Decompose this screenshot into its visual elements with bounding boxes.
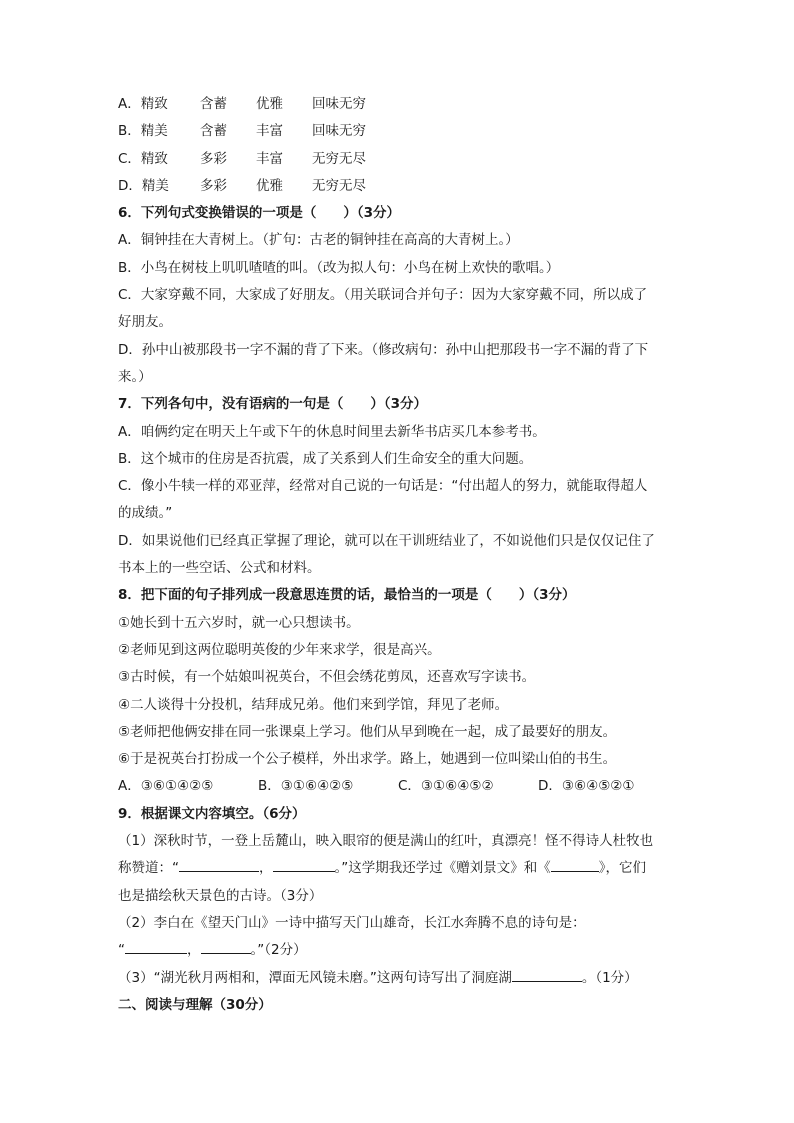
q5-option-c: [118, 146, 678, 173]
answer-blank[interactable]: [125, 939, 187, 954]
q8-sentence-5: ⑤老师把他俩安排在同一张课桌上学习。他们从早到晚在一起，成了最要好的朋友。: [118, 723, 617, 740]
q8-sentence-2: ②老师见到这两位聪明英俊的少年来求学，很是高兴。: [118, 641, 441, 658]
q9-part1-text-c: 。”这学期我还学过《赠刘景文》和《: [334, 860, 551, 877]
answer-blank[interactable]: [551, 857, 599, 872]
q8-sentence-3: ③古时候，有一个姑娘叫祝英台，不但会绣花剪凤，还喜欢写字读书。: [118, 669, 536, 686]
q6-option-d-line1: D．孙中山被那段书一字不漏的背了下来。（修改病句：孙中山把那段书一字不漏的背了下: [118, 341, 649, 358]
answer-blank[interactable]: [201, 939, 251, 954]
q8-option-c: C．③①⑥④⑤②: [398, 778, 494, 795]
q9-part1-text-d: 》，它们: [598, 860, 646, 877]
q5-option-d: [118, 173, 678, 200]
q5-c-word3: 无穷无尽: [312, 150, 366, 167]
q5-a-word3: 回味无穷: [312, 96, 366, 112]
q8-options: [118, 773, 678, 800]
q9-part2-text-b: ，: [187, 942, 201, 959]
q9-stem: 9．根据课文内容填空。（6分）: [118, 805, 306, 822]
q5-c-word2: 丰富: [256, 150, 283, 167]
q9-part2-line2: [118, 937, 678, 964]
answer-blank[interactable]: [273, 857, 335, 872]
q5-c-label: C．精致: [118, 150, 168, 167]
q8-sentence-1: ①她长到十五六岁时，就一心只想读书。: [118, 614, 360, 631]
q6-option-a: A．铜钟挂在大青树上。（扩句：古老的铜钟挂在高高的大青树上。）: [118, 232, 519, 249]
q8-option-b: B．③①⑥④②⑤: [258, 778, 354, 795]
q7-option-d-line1: D．如果说他们已经真正掌握了理论，就可以在干训班结业了，不如说他们只是仅仅记住了: [118, 532, 655, 549]
q9-part3-line: [118, 965, 678, 992]
q8-sentence-4: ④二人谈得十分投机，结拜成兄弟。他们来到学馆，拜见了老师。: [118, 696, 509, 713]
q7-option-a: A．咱俩约定在明天上午或下午的休息时间里去新华书店买几本参考书。: [118, 423, 546, 440]
q9-part2-line1: （2）李白在《望天门山》一诗中描写天门山雄奇，长江水奔腾不息的诗句是：: [118, 914, 586, 931]
q5-b-word1: 含蓄: [200, 123, 227, 140]
q7-option-c-line1: C．像小牛犊一样的邓亚萍，经常对自己说的一句话是：“付出超人的努力，就能取得超人: [118, 478, 648, 495]
q5-d-word1: 多彩: [200, 177, 227, 194]
q9-part3-text-b: 。（1分）: [581, 969, 638, 986]
q5-a-word2: 优雅: [256, 96, 283, 112]
q5-option-a: [118, 91, 678, 118]
q9-part1-text-b: ，: [259, 860, 273, 877]
q5-d-label: D．精美: [118, 177, 169, 194]
q9-part1-line2: [118, 855, 678, 882]
q9-part1-line3: 也是描绘秋天景色的古诗。（3分）: [118, 887, 323, 904]
q5-d-word3: 无穷无尽: [312, 177, 366, 194]
q5-b-label: B．精美: [118, 123, 168, 140]
q5-b-word3: 回味无穷: [312, 123, 366, 140]
q5-b-word2: 丰富: [256, 123, 283, 140]
q9-part3-text-a: （3）“湖光秋月两相和，潭面无风镜未磨。”这两句诗写出了洞庭湖: [118, 969, 512, 986]
q9-part1-line1: （1）深秋时节，一登上岳麓山，映入眼帘的便是满山的红叶，真漂亮！怪不得诗人杜牧也: [118, 833, 654, 850]
q8-option-d: D．③⑥④⑤②①: [538, 778, 635, 795]
q7-option-d-line2: 书本上的一些空话、公式和材料。: [118, 560, 321, 577]
q9-part2-text-c: 。”（2分）: [250, 942, 307, 959]
q5-a-word1: 含蓄: [200, 96, 227, 112]
q6-option-c-line2: 好朋友。: [118, 314, 172, 331]
q8-option-a: A．③⑥①④②⑤: [118, 778, 214, 795]
q6-option-b: B．小鸟在树枝上叽叽喳喳的叫。（改为拟人句：小鸟在树上欢快的歌唱。）: [118, 259, 560, 276]
answer-blank[interactable]: [179, 857, 259, 872]
q8-stem: 8．把下面的句子排列成一段意思连贯的话，最恰当的一项是（ ）（3分）: [118, 587, 576, 604]
q9-part2-text-a: “: [118, 942, 125, 959]
section-2-heading: 二、阅读与理解（30分）: [118, 996, 272, 1013]
answer-blank[interactable]: [512, 967, 582, 982]
q5-option-b: [118, 118, 678, 145]
q6-option-d-line2: 来。）: [118, 368, 152, 385]
q9-part1-text-a: 称赞道：“: [118, 860, 179, 877]
q8-sentence-6: ⑥于是祝英台打扮成一个公子模样，外出求学。路上，她遇到一位叫梁山伯的书生。: [118, 751, 617, 768]
q5-c-word1: 多彩: [200, 150, 227, 167]
q6-stem: 6．下列句式变换错误的一项是（ ）（3分）: [118, 205, 401, 222]
q5-d-word2: 优雅: [256, 177, 283, 194]
q7-option-b: B．这个城市的住房是否抗震，成了关系到人们生命安全的重大问题。: [118, 450, 533, 467]
q7-option-c-line2: 的成绩。”: [118, 505, 173, 522]
q5-a-label: A．精致: [118, 96, 168, 112]
q7-stem: 7．下列各句中，没有语病的一句是（ ）（3分）: [118, 396, 428, 413]
exam-page: [118, 91, 678, 1019]
q6-option-c-line1: C．大家穿戴不同，大家成了好朋友。（用关联词合并句子：因为大家穿戴不同，所以成了: [118, 287, 648, 304]
